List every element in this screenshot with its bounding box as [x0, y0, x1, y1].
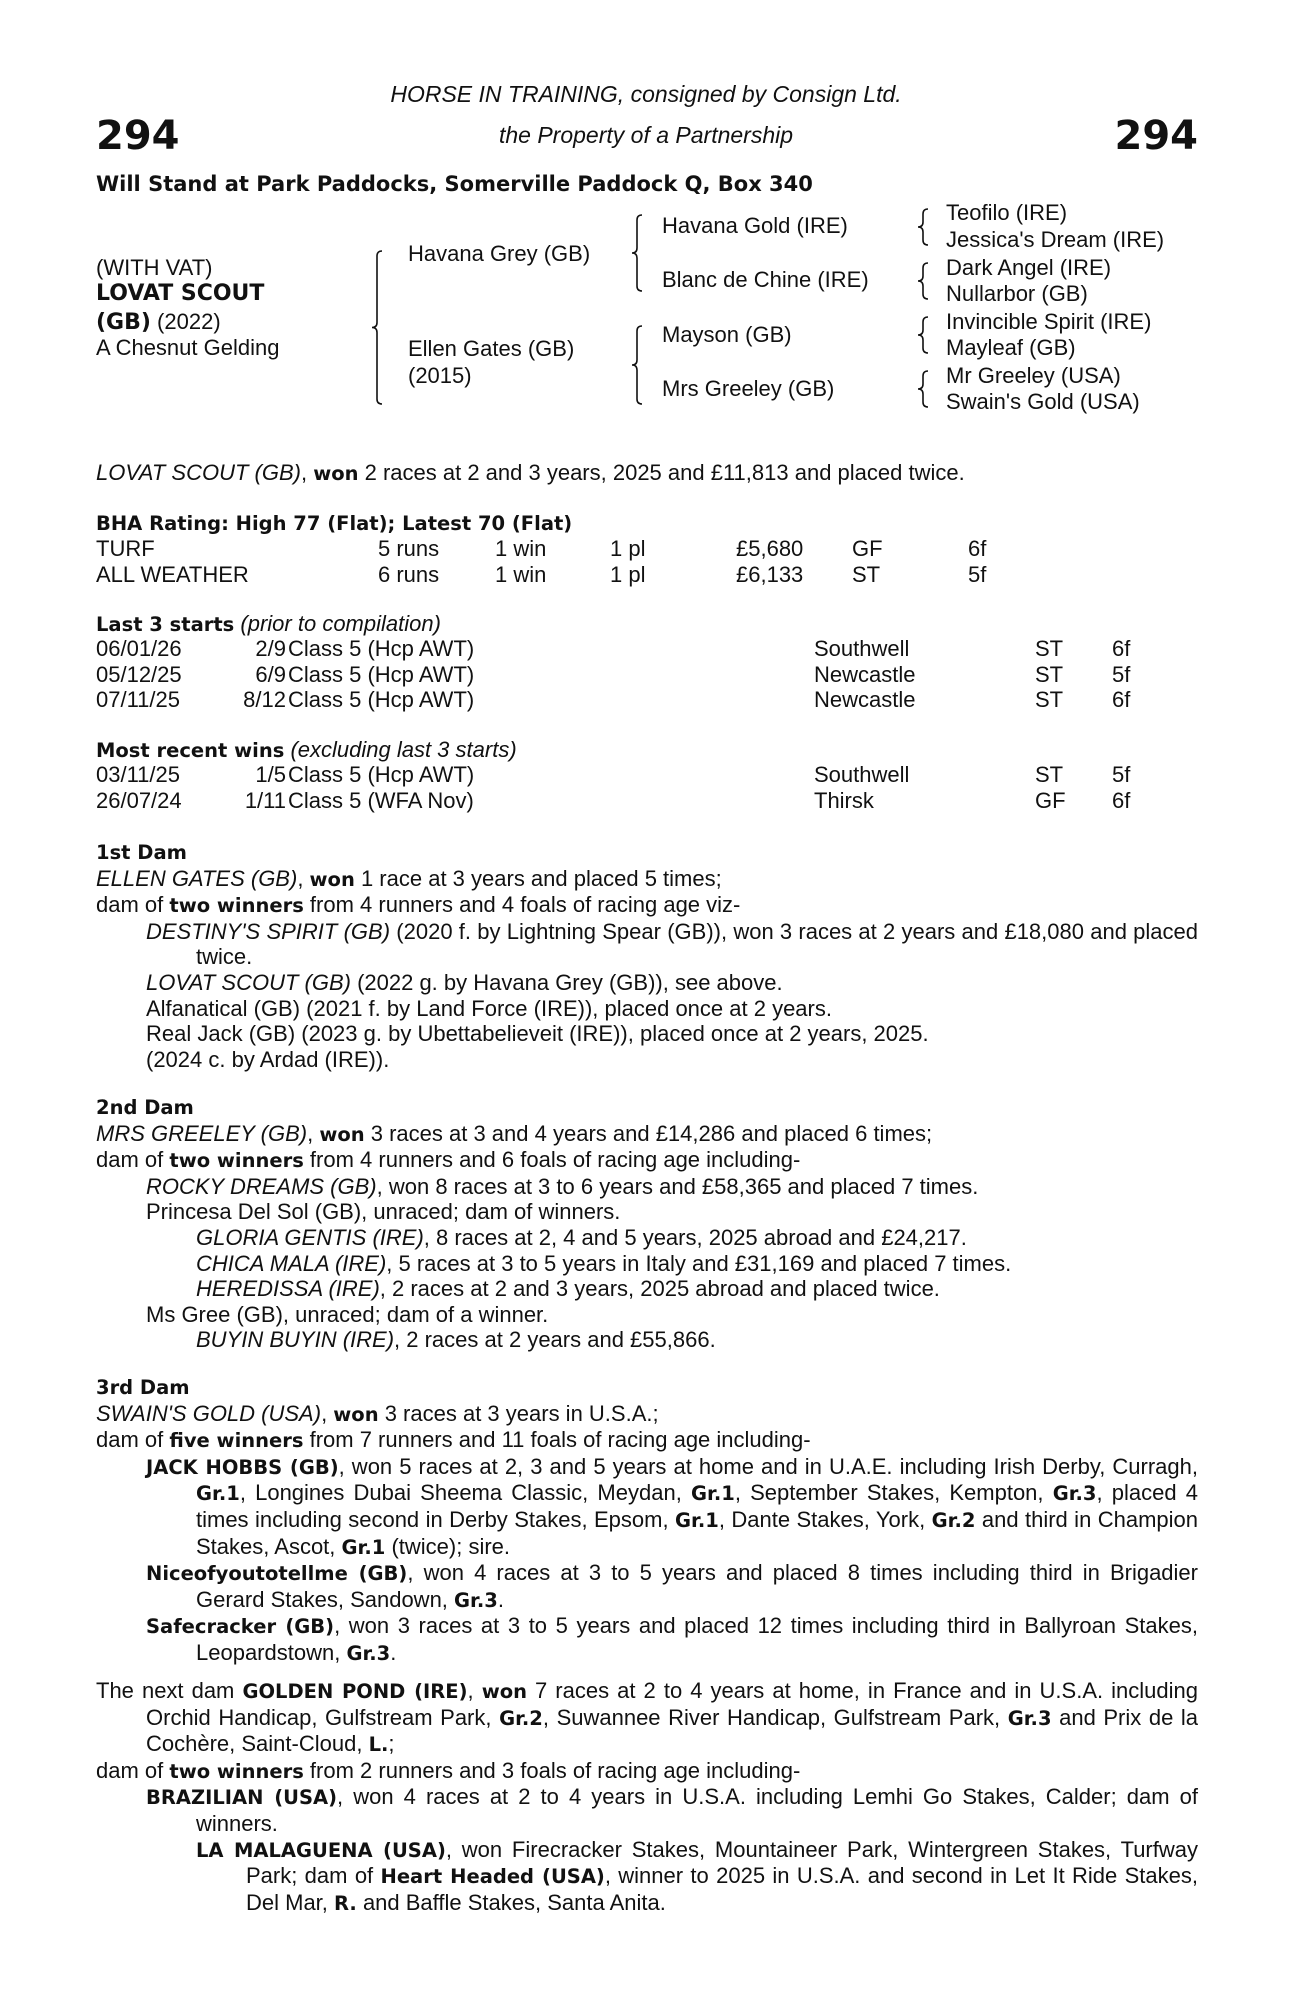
bha-rating: BHA Rating: High 77 (Flat); Latest 70 (Flat) — [96, 512, 573, 535]
vat-label: (WITH VAT) — [96, 255, 213, 280]
table-row — [96, 636, 1206, 662]
italic-name: MRS GREELEY (GB) — [96, 1120, 308, 1146]
italic-name: GLORIA GENTIS (IRE) — [196, 1224, 424, 1250]
text-run: . — [390, 1639, 397, 1665]
cell-date: 06/01/26 — [96, 636, 182, 661]
text-run: 2 races at 2 and 3 years, 2025 and £11,813 and placed twice. — [358, 460, 965, 485]
bold-text: won — [481, 1680, 527, 1703]
cell-course: Newcastle — [814, 661, 916, 687]
cell-date: 26/07/24 — [96, 787, 182, 813]
pedigree-entry — [96, 1174, 1198, 1200]
text-run: , — [297, 865, 310, 891]
cell-dist: 5f — [1112, 661, 1131, 687]
consignment-line: HORSE IN TRAINING, consigned by Consign Ltd. — [390, 81, 902, 107]
pedigree-brace-icon — [916, 370, 930, 408]
text-run: , Suwannee River Handicap, Gulfstream Park, — [542, 1704, 1008, 1730]
pedigree-entry — [96, 1302, 1198, 1328]
cell-race: Class 5 (Hcp AWT) — [288, 762, 475, 787]
table-row — [96, 562, 1206, 588]
cell-course: Thirsk — [814, 787, 874, 813]
text-run: Ms Gree (GB), unraced; dam of a winner. — [146, 1301, 549, 1327]
cell-course: Southwell — [814, 762, 910, 787]
text-run: , Longines Dubai Sheema Classic, Meydan, — [239, 1480, 691, 1506]
text-run: , won 4 races at 3 to 5 years and placed 8 times including third in Brigadier Gerard Stakes, Sandown, — [196, 1560, 1198, 1612]
text-run: , September Stakes, Kempton, — [734, 1480, 1053, 1506]
cell-dist: 5f — [968, 561, 987, 587]
italic-name: BUYIN BUYIN (IRE) — [196, 1327, 395, 1353]
bold-text: Gr.3 — [454, 1588, 498, 1612]
cell-date: 07/11/25 — [96, 687, 181, 713]
pedigree-entry — [96, 1121, 1198, 1148]
bold-text: two winners — [169, 894, 304, 918]
text-run: , 8 races at 2, 4 and 5 years, 2025 abroad and £24,217. — [423, 1224, 967, 1250]
bold-text: Gr.1 — [690, 1482, 735, 1506]
cell-date: 05/12/25 — [96, 661, 182, 687]
text-run: and Prix de la Cochère, Saint-Cloud, — [146, 1704, 1199, 1757]
cell-runs: 6 runs — [378, 561, 440, 587]
gen4-ancestor: Jessica's Dream (IRE) — [946, 227, 1165, 252]
gen4-ancestor: Swain's Gold (USA) — [946, 389, 1140, 414]
text-run: dam of — [96, 892, 170, 918]
gen4-ancestor: Teofilo (IRE) — [946, 200, 1068, 225]
pedigree-entry — [96, 1678, 1198, 1758]
italic-name: DESTINY'S SPIRIT (GB) — [146, 918, 391, 944]
cell-pos: 2/9 — [255, 636, 286, 661]
text-run: from 7 runners and 11 foals of racing age including- — [303, 1427, 811, 1453]
cell-placed: 1 pl — [610, 536, 646, 561]
horse-name: LOVAT SCOUT — [96, 281, 265, 306]
cell-race: Class 5 (WFA Nov) — [288, 787, 474, 813]
text-run: Real Jack (GB) (2023 g. by Ubettabelieveit (IRE)), placed once at 2 years, 2025. — [146, 1021, 929, 1047]
cell-race: Class 5 (Hcp AWT) — [288, 687, 475, 713]
text-run: (2020 f. by Lightning Spear (GB)), won 3 races at 2 years and £18,080 and placed twice. — [196, 918, 1198, 970]
cell-date: 03/11/25 — [96, 762, 181, 787]
last-starts-heading: Last 3 starts (prior to compilation) — [96, 611, 441, 636]
cell-prize: £5,680 — [736, 536, 804, 561]
location-line: Will Stand at Park Paddocks, Somerville Paddock Q, Box 340 — [96, 172, 813, 196]
bold-text: GOLDEN POND (IRE) — [242, 1680, 468, 1703]
cell-wins: 1 win — [495, 536, 547, 561]
text-run: , — [307, 1120, 320, 1146]
bold-text: LA MALAGUENA (USA) — [196, 1838, 446, 1862]
cell-dist: 6f — [1112, 687, 1131, 713]
text-run: , won Firecracker Stakes, Mountaineer Park, Wintergreen Stakes, Turfway Park; dam of — [246, 1836, 1198, 1889]
pedigree-brace-icon — [630, 214, 644, 292]
pedigree-entry — [96, 866, 1198, 893]
text-run: , placed 4 times including second in Derby Stakes, Epsom, — [196, 1480, 1198, 1532]
pedigree-brace-icon — [916, 316, 930, 354]
cell-race: Class 5 (Hcp AWT) — [288, 636, 475, 661]
gen4-ancestor: Mayleaf (GB) — [946, 335, 1076, 360]
cell-wins: 1 win — [495, 561, 547, 587]
bold-text: Gr.1 — [675, 1508, 719, 1532]
cell-prize: £6,133 — [736, 561, 804, 587]
cell-pos: 1/11 — [244, 787, 286, 813]
third-dam-section: 3rd Dam SWAIN'S GOLD (USA), won 3 races at 3 years in U.S.A.; dam of five winners from 7 runners and 11 foals of racing age including- JACK HOBBS (GB), won 5 races at 2, 3 and 5 years at home and in U.A.E. including Irish Derby, Curragh, Gr.1, Longines Dubai Sheema Classic, Meydan, Gr.1, September Stakes, Kempton, Gr.3, placed 4 times including second in Derby Stakes, Epsom, Gr.1, Dante Stakes, York, Gr.2 and third in Champion Stakes, Ascot, Gr.1 (twice); sire. Niceofyoutotellme (GB), won 4 races at 3 to 5 years and placed 8 times including third in Brigadier Gerard Stakes, Sandown, Gr.3. Safecracker (GB), won 3 races at 3 to 5 years and placed 12 times including third in Ballyroan Stakes, Leopardstown, Gr.3. — [96, 1376, 1198, 1665]
dam-sire: Mayson (GB) — [662, 322, 792, 347]
pedigree-entry — [96, 919, 1198, 970]
text-run: , — [467, 1678, 482, 1703]
text-run: dam of — [96, 1427, 170, 1453]
cell-going: ST — [1035, 661, 1064, 687]
vendor-line: the Property of a Partnership — [498, 122, 794, 148]
cell-surface: TURF — [96, 536, 155, 561]
bold-text: BRAZILIAN (USA) — [146, 1786, 338, 1810]
bold-text: won — [333, 1402, 379, 1426]
bold-text: two winners — [169, 1149, 304, 1173]
text-run: and third in Champion Stakes, Ascot, — [196, 1506, 1198, 1559]
pedigree-entry — [96, 1784, 1198, 1836]
second-dam-section: 2nd Dam MRS GREELEY (GB), won 3 races at 3 and 4 years and £14,286 and placed 6 times; dam of two winners from 4 runners and 6 foals of racing age including- ROCKY DREAMS (GB), won 8 races at 3 to 6 years and £58,365 and placed 7 times. Princesa Del Sol (GB), unraced; dam of winners. GLORIA GENTIS (IRE), 8 races at 2, 4 and 5 years, 2025 abroad and £24,217. CHICA MALA (IRE), 5 races at 3 to 5 years in Italy and £31,169 and placed 7 times. HEREDISSA (IRE), 2 races at 2 and 3 years, 2025 abroad and placed twice. Ms Gree (GB), unraced; dam of a winner. BUYIN BUYIN (IRE), 2 races at 2 years and £55,866. — [96, 1095, 1198, 1353]
text-run: , 5 races at 3 to 5 years in Italy and £31,169 and placed 7 times. — [386, 1250, 1012, 1276]
bold-text: Gr.3 — [346, 1641, 391, 1665]
cell-pos: 8/12 — [243, 687, 286, 713]
text-run: (2024 c. by Ardad (IRE)). — [146, 1046, 390, 1072]
dam-year: (2015) — [408, 363, 472, 388]
cell-pos: 1/5 — [255, 762, 286, 787]
pedigree-entry — [96, 1758, 1198, 1785]
bold-text: won — [309, 867, 355, 891]
text-run: , — [321, 1400, 334, 1426]
text-run: 1 race at 3 years and placed 5 times; — [354, 865, 722, 891]
text-run: from 4 runners and 6 foals of racing age including- — [303, 1147, 801, 1173]
italic-name: CHICA MALA (IRE) — [196, 1250, 387, 1276]
table-row — [96, 788, 1206, 814]
text-run: ; — [388, 1731, 395, 1757]
pedigree-brace-icon — [916, 262, 930, 300]
table-row — [96, 762, 1206, 788]
bold-text: Gr.2 — [931, 1508, 976, 1532]
gen4-ancestor: Dark Angel (IRE) — [946, 255, 1112, 280]
italic-name: ELLEN GATES (GB) — [96, 865, 298, 891]
bold-text: R. — [334, 1891, 357, 1915]
cell-placed: 1 pl — [610, 561, 646, 587]
text-run: , won 8 races at 3 to 6 years and £58,365 and placed 7 times. — [376, 1173, 979, 1199]
sire-dam: Blanc de Chine (IRE) — [662, 267, 869, 292]
italic-name: ROCKY DREAMS (GB) — [146, 1173, 377, 1199]
pedigree-entry — [96, 1225, 1198, 1251]
pedigree-entry — [96, 1276, 1198, 1302]
cell-going: ST — [852, 561, 881, 587]
text-run: 3 races at 3 and 4 years and £14,286 and placed 6 times; — [364, 1120, 933, 1146]
bold-text: JACK HOBBS (GB) — [146, 1455, 339, 1479]
sire: Havana Grey (GB) — [408, 241, 591, 266]
text-run: dam of — [96, 1147, 170, 1173]
sire-sire: Havana Gold (IRE) — [662, 213, 848, 238]
pedigree-brace-icon — [630, 325, 644, 405]
pedigree-entry — [96, 996, 1198, 1022]
cell-dist: 6f — [968, 536, 987, 561]
pedigree-entry — [96, 970, 1198, 996]
cell-pos: 6/9 — [255, 661, 286, 687]
pedigree-entry — [96, 1837, 1198, 1917]
bold-text: Niceofyoutotellme (GB) — [146, 1562, 408, 1586]
pedigree-brace-icon — [916, 208, 930, 246]
lot-number-right: 294 — [1114, 113, 1198, 159]
text-run: dam of — [96, 1757, 170, 1783]
cell-dist: 5f — [1112, 762, 1131, 787]
first-dam-section: 1st Dam ELLEN GATES (GB), won 1 race at 3 years and placed 5 times; dam of two winners from 4 runners and 4 foals of racing age viz- DESTINY'S SPIRIT (GB) (2020 f. by Lightning Spear (GB)), won 3 races at 2 years and £18,080 and placed twice. LOVAT SCOUT (GB) (2022 g. by Havana Grey (GB)), see above. Alfanatical (GB) (2021 f. by Land Force (IRE)), placed once at 2 years. Real Jack (GB) (2023 g. by Ubettabelieveit (IRE)), placed once at 2 years, 2025. (2024 c. by Ardad (IRE)). — [96, 841, 1198, 1072]
text-run: from 4 runners and 4 foals of racing age viz- — [303, 892, 741, 918]
cell-going: ST — [1035, 687, 1064, 713]
dam-dam: Mrs Greeley (GB) — [662, 376, 835, 401]
pedigree-entry — [96, 892, 1198, 919]
bold-text: Heart Headed (USA) — [380, 1865, 605, 1889]
lot-number-left: 294 — [96, 113, 180, 159]
next-dam-section — [96, 1678, 1198, 1916]
table-row — [96, 687, 1206, 713]
italic-name: HEREDISSA (IRE) — [196, 1276, 380, 1302]
pedigree-entry — [96, 1327, 1198, 1353]
text-run: Princesa Del Sol (GB), unraced; dam of winners. — [146, 1199, 621, 1225]
text-run: , won 3 races at 3 to 5 years and placed 12 times including third in Ballyroan Stakes, Leopardstown, — [196, 1613, 1198, 1665]
pedigree-entry — [96, 1427, 1198, 1454]
text-run: . — [497, 1586, 504, 1612]
italic-name: LOVAT SCOUT (GB) — [146, 969, 351, 995]
horse-description: A Chesnut Gelding — [96, 335, 280, 360]
horse-country-year — [96, 309, 221, 336]
bold-text: Gr.2 — [499, 1706, 543, 1730]
gen4-ancestor: Mr Greeley (USA) — [946, 363, 1121, 388]
cell-going: GF — [852, 536, 883, 561]
pedigree-brace-icon — [370, 250, 384, 405]
italic-name: SWAIN'S GOLD (USA) — [96, 1400, 322, 1426]
cell-going: ST — [1035, 636, 1064, 661]
gen4-ancestor: Invincible Spirit (IRE) — [946, 309, 1152, 334]
cell-going: GF — [1035, 787, 1066, 813]
bold-text: L. — [368, 1733, 389, 1757]
text-run: Alfanatical (GB) (2021 f. by Land Force (IRE)), placed once at 2 years. — [146, 995, 832, 1021]
cell-runs: 5 runs — [378, 536, 440, 561]
text-run: , Dante Stakes, York, — [718, 1506, 932, 1532]
bold-text: won — [313, 462, 359, 485]
text-run: , winner to 2025 in U.S.A. and second in Let It Ride Stakes, Del Mar, — [246, 1863, 1198, 1915]
pedigree-entry — [96, 1401, 1198, 1428]
gen4-ancestor: Nullarbor (GB) — [946, 281, 1088, 306]
pedigree-entry — [96, 1560, 1198, 1613]
cell-course: Southwell — [814, 636, 910, 661]
cell-surface: ALL WEATHER — [96, 561, 249, 587]
cell-going: ST — [1035, 762, 1064, 787]
text-run: and Baffle Stakes, Santa Anita. — [356, 1889, 666, 1915]
text-run: The next dam — [96, 1678, 243, 1703]
dam: Ellen Gates (GB) — [408, 336, 575, 361]
cell-dist: 6f — [1112, 787, 1131, 813]
bold-text: Gr.1 — [341, 1535, 386, 1559]
pedigree-entry — [96, 1047, 1198, 1073]
text-run: 3 races at 3 years in U.S.A.; — [378, 1400, 659, 1426]
bold-text: won — [319, 1122, 365, 1146]
text-run: (2022 g. by Havana Grey (GB)), see above. — [350, 969, 783, 995]
italic-name: LOVAT SCOUT (GB) — [96, 460, 301, 485]
text-run: 7 races at 2 to 4 years at home, in France and in U.S.A. including Orchid Handicap, Gulfstream Park, — [146, 1678, 1198, 1730]
pedigree-entry — [96, 1199, 1198, 1225]
bold-text: two winners — [169, 1759, 304, 1783]
cell-race: Class 5 (Hcp AWT) — [288, 661, 475, 687]
bold-text: Safecracker (GB) — [146, 1615, 335, 1639]
bold-text: five winners — [169, 1429, 304, 1453]
horse-country: (GB) — [96, 310, 151, 335]
text-run: from 2 runners and 3 foals of racing age including- — [303, 1757, 801, 1783]
pedigree-entry — [96, 1251, 1198, 1277]
text-run: , — [300, 460, 314, 485]
text-run: , 2 races at 2 years and £55,866. — [394, 1327, 716, 1353]
bold-text: Gr.1 — [196, 1482, 240, 1506]
text-run: , won 5 races at 2, 3 and 5 years at home and in U.A.E. including Irish Derby, Curragh, — [338, 1453, 1198, 1479]
cell-dist: 6f — [1112, 636, 1131, 661]
bold-text: Gr.3 — [1052, 1482, 1097, 1506]
bold-text: Gr.3 — [1007, 1706, 1052, 1730]
text-run: (twice); sire. — [385, 1533, 511, 1559]
pedigree-entry — [96, 1021, 1198, 1047]
recent-wins-heading: Most recent wins (excluding last 3 starts) — [96, 737, 517, 762]
table-row — [96, 662, 1206, 688]
pedigree-entry — [96, 1454, 1198, 1560]
text-run: , 2 races at 2 and 3 years, 2025 abroad and placed twice. — [379, 1276, 940, 1302]
horse-year: (2022) — [150, 309, 221, 334]
race-summary — [96, 460, 1198, 487]
pedigree-entry — [96, 1613, 1198, 1666]
cell-course: Newcastle — [814, 687, 916, 713]
pedigree-entry — [96, 1147, 1198, 1174]
text-run: , won 4 races at 2 to 4 years in U.S.A. including Lemhi Go Stakes, Calder; dam of winners. — [196, 1784, 1198, 1836]
table-row — [96, 536, 1206, 562]
